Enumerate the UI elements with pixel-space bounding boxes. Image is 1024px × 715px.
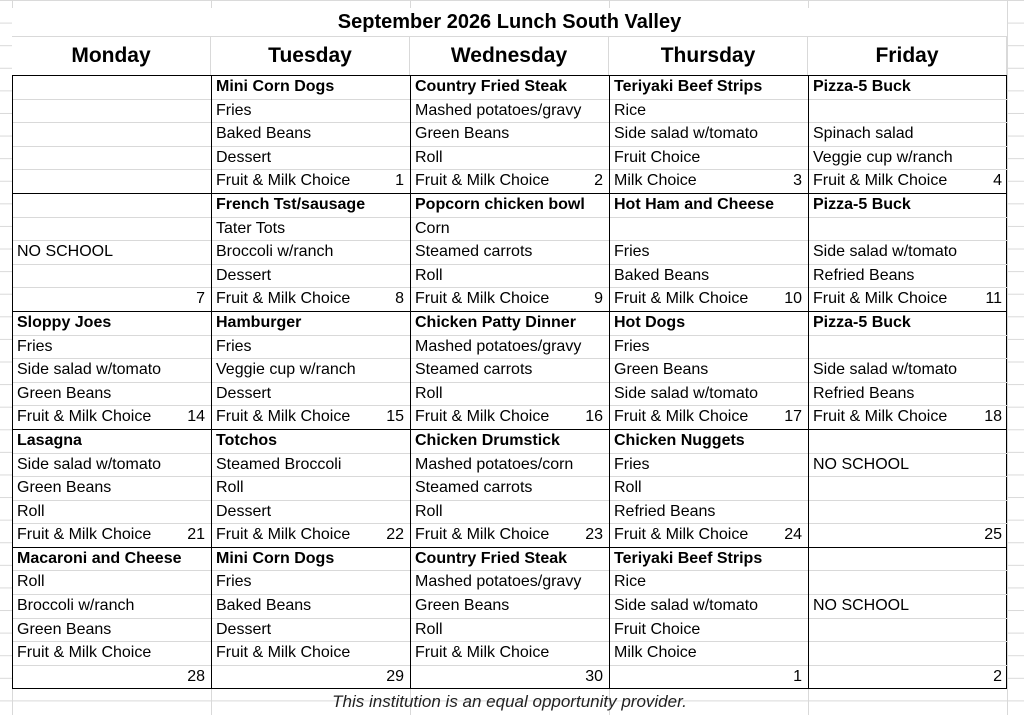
menu-item-text: Fruit & Milk Choice (415, 172, 550, 190)
calendar-grid (12, 75, 1007, 689)
entree-item (809, 194, 1008, 218)
entree-item (809, 76, 1008, 100)
menu-item (610, 619, 808, 643)
entree-item (411, 312, 609, 336)
footer-note: This institution is an equal opportunity provider. (332, 692, 687, 712)
date-number: 8 (395, 290, 404, 308)
menu-item (411, 170, 609, 193)
menu-item (809, 123, 1008, 147)
menu-item-text: Fruit Choice (614, 148, 701, 166)
menu-item (13, 642, 211, 666)
menu-item (212, 147, 410, 171)
menu-item-text: Veggie cup w/ranch (813, 148, 953, 166)
entree-item (13, 430, 211, 454)
menu-item (411, 666, 609, 689)
menu-item (212, 336, 410, 360)
menu-item-text: Pizza-5 Buck (813, 313, 911, 331)
menu-item (212, 642, 410, 666)
menu-item-text: Roll (614, 479, 642, 497)
menu-sheet (12, 8, 1007, 715)
page-title: September 2026 Lunch South Valley (12, 8, 1007, 36)
date-number: 28 (187, 667, 205, 685)
menu-item (13, 147, 211, 171)
menu-item-text: Spinach salad (813, 125, 914, 143)
menu-item-text: Pizza-5 Buck (813, 195, 911, 213)
day-cell[interactable] (809, 430, 1008, 547)
menu-item (13, 76, 211, 100)
menu-item (13, 100, 211, 124)
entree-item (610, 430, 808, 454)
menu-item-text: Fruit & Milk Choice (813, 408, 948, 426)
menu-item-text: Baked Beans (216, 125, 312, 143)
menu-item (13, 170, 211, 193)
date-number: 23 (585, 526, 603, 544)
entree-item (411, 430, 609, 454)
menu-item (610, 241, 808, 265)
menu-item (212, 477, 410, 501)
entree-item (809, 312, 1008, 336)
menu-item-text: Roll (415, 620, 443, 638)
week-row (13, 548, 1006, 689)
day-cell[interactable] (13, 430, 212, 547)
menu-item-text: Fruit & Milk Choice (415, 408, 550, 426)
day-cell[interactable] (411, 430, 610, 547)
menu-item-text: Fruit & Milk Choice (17, 408, 152, 426)
menu-item-text: Steamed Broccoli (216, 455, 342, 473)
menu-item (610, 383, 808, 407)
weekday-header-row (12, 36, 1007, 75)
menu-item-text: Fries (17, 337, 53, 355)
menu-item-text: Fruit & Milk Choice (813, 172, 948, 190)
menu-item-text: Fruit & Milk Choice (17, 644, 152, 662)
date-number: 16 (585, 408, 603, 426)
menu-item-text: Popcorn chicken bowl (415, 195, 585, 213)
menu-item (13, 595, 211, 619)
day-cell[interactable] (610, 548, 809, 689)
menu-item-text: Totchos (216, 431, 278, 449)
menu-item (411, 100, 609, 124)
menu-item-text: Mini Corn Dogs (216, 549, 335, 567)
menu-item-text: Fries (614, 455, 650, 473)
menu-item (809, 100, 1008, 124)
day-header-friday: Friday (808, 37, 1007, 75)
menu-item-text: Chicken Nuggets (614, 431, 745, 449)
menu-item-text: Steamed carrots (415, 479, 533, 497)
menu-item (809, 170, 1008, 193)
menu-item-text: Hamburger (216, 313, 302, 331)
menu-item-text: Tater Tots (216, 219, 286, 237)
menu-item (212, 619, 410, 643)
menu-item (610, 501, 808, 525)
menu-item (809, 666, 1008, 689)
day-cell[interactable] (212, 430, 411, 547)
menu-item-text: Dessert (216, 502, 272, 520)
menu-item (13, 194, 211, 218)
menu-item (809, 501, 1008, 525)
menu-item (411, 359, 609, 383)
menu-item-text: Mashed potatoes/gravy (415, 337, 582, 355)
menu-item (212, 288, 410, 311)
menu-item (13, 454, 211, 478)
menu-item-text: Teriyaki Beef Strips (614, 549, 763, 567)
menu-item (212, 454, 410, 478)
menu-item-text: Fruit & Milk Choice (17, 526, 152, 544)
entree-item (212, 312, 410, 336)
menu-item (13, 501, 211, 525)
menu-item-text: French Tst/sausage (216, 195, 366, 213)
date-number: 15 (386, 408, 404, 426)
menu-item (809, 265, 1008, 289)
day-header-thursday: Thursday (609, 37, 808, 75)
date-number: 25 (984, 526, 1002, 544)
menu-item-text: Green Beans (17, 479, 112, 497)
menu-item (809, 595, 1008, 619)
menu-item (212, 265, 410, 289)
date-number: 1 (395, 172, 404, 190)
menu-item-text: Steamed carrots (415, 243, 533, 261)
entree-item (212, 430, 410, 454)
menu-item (212, 383, 410, 407)
entree-item (411, 76, 609, 100)
menu-item (610, 336, 808, 360)
menu-item (610, 123, 808, 147)
menu-item (411, 595, 609, 619)
menu-item-text: Broccoli w/ranch (17, 597, 135, 615)
menu-item (809, 406, 1008, 429)
menu-item-text: Mini Corn Dogs (216, 78, 335, 95)
menu-item-text: Side salad w/tomato (614, 125, 759, 143)
menu-item-text: Country Fried Steak (415, 549, 568, 567)
menu-item-text: NO SCHOOL (813, 455, 910, 473)
menu-item (411, 265, 609, 289)
menu-item (809, 359, 1008, 383)
menu-item-text: Fruit & Milk Choice (415, 290, 550, 308)
menu-item-text: Milk Choice (614, 644, 697, 662)
menu-item-text: Dessert (216, 620, 272, 638)
week-row (13, 194, 1006, 312)
menu-item-text: Roll (17, 502, 45, 520)
day-cell[interactable] (411, 548, 610, 689)
menu-item-text: Fruit & Milk Choice (415, 644, 550, 662)
menu-item (411, 642, 609, 666)
menu-item (411, 524, 609, 547)
menu-item-text: Fruit & Milk Choice (216, 644, 351, 662)
menu-item-text: Dessert (216, 384, 272, 402)
menu-item-text: NO SCHOOL (17, 243, 114, 261)
menu-item-text: Dessert (216, 148, 272, 166)
menu-item (212, 100, 410, 124)
menu-item (212, 218, 410, 242)
menu-item (13, 406, 211, 429)
day-cell[interactable] (13, 312, 212, 429)
menu-item (809, 524, 1008, 547)
date-number: 3 (793, 172, 802, 190)
menu-item-text: Baked Beans (216, 597, 312, 615)
menu-item (809, 571, 1008, 595)
menu-item-text: Dessert (216, 266, 272, 284)
menu-item-text: Fruit Choice (614, 620, 701, 638)
entree-item (212, 194, 410, 218)
entree-item (610, 194, 808, 218)
menu-item (13, 571, 211, 595)
entree-item (13, 312, 211, 336)
menu-item (809, 619, 1008, 643)
menu-item (610, 147, 808, 171)
entree-item (610, 76, 808, 100)
menu-item (610, 359, 808, 383)
menu-item (13, 123, 211, 147)
menu-item (212, 241, 410, 265)
week-row (13, 430, 1006, 548)
menu-item-text: Steamed carrots (415, 361, 533, 379)
menu-item-text: Side salad w/tomato (614, 384, 759, 402)
date-number: 30 (585, 667, 603, 685)
entree-item (610, 312, 808, 336)
menu-item (411, 383, 609, 407)
menu-item-text: Fruit & Milk Choice (216, 526, 351, 544)
menu-item-text: Side salad w/tomato (17, 455, 162, 473)
menu-item (13, 383, 211, 407)
menu-item (411, 501, 609, 525)
menu-item-text: Roll (216, 479, 244, 497)
menu-item (13, 288, 211, 311)
day-cell[interactable] (411, 194, 610, 311)
entree-item (610, 548, 808, 572)
menu-item-text: Fries (216, 101, 252, 119)
menu-item (610, 100, 808, 124)
menu-item-text: Mashed potatoes/gravy (415, 573, 582, 591)
menu-item-text: Rice (614, 573, 647, 591)
menu-item (610, 170, 808, 193)
menu-item (13, 666, 211, 689)
date-number: 29 (386, 667, 404, 685)
menu-item-text: Fries (216, 337, 252, 355)
menu-item (610, 666, 808, 689)
menu-item (411, 571, 609, 595)
menu-item-text: Fruit & Milk Choice (813, 290, 948, 308)
date-number: 22 (386, 526, 404, 544)
menu-item (212, 359, 410, 383)
day-cell[interactable] (610, 430, 809, 547)
menu-item-text: Sloppy Joes (17, 313, 112, 331)
menu-item (411, 454, 609, 478)
menu-item (13, 336, 211, 360)
date-number (205, 170, 207, 193)
menu-item (212, 170, 410, 193)
menu-item-text: Green Beans (415, 125, 510, 143)
menu-item-text: Lasagna (17, 431, 82, 449)
menu-item-text: Macaroni and Cheese (17, 549, 182, 567)
menu-item (809, 430, 1008, 454)
date-number: 4 (993, 172, 1002, 190)
date-number: 7 (196, 290, 205, 308)
menu-item (411, 147, 609, 171)
entree-item (212, 548, 410, 572)
menu-item-text: Side salad w/tomato (17, 361, 162, 379)
menu-item (610, 265, 808, 289)
menu-item-text: Roll (17, 573, 45, 591)
menu-item (13, 218, 211, 242)
day-cell[interactable] (212, 548, 411, 689)
menu-item-text: Roll (415, 502, 443, 520)
menu-item-text: Side salad w/tomato (813, 361, 958, 379)
menu-item-text: Fruit & Milk Choice (614, 526, 749, 544)
menu-item (13, 359, 211, 383)
day-cell[interactable] (610, 194, 809, 311)
menu-item-text: Green Beans (17, 384, 112, 402)
day-header-tuesday: Tuesday (211, 37, 410, 75)
day-cell[interactable] (13, 194, 212, 311)
day-cell[interactable] (13, 76, 212, 193)
day-cell[interactable] (411, 76, 610, 193)
menu-item (610, 218, 808, 242)
menu-item (809, 642, 1008, 666)
menu-item (411, 123, 609, 147)
menu-item (809, 548, 1008, 572)
day-cell[interactable] (809, 194, 1008, 311)
menu-item (411, 619, 609, 643)
menu-item (411, 406, 609, 429)
menu-item-text: NO SCHOOL (813, 597, 910, 615)
menu-item (13, 619, 211, 643)
menu-item-text: Fries (614, 337, 650, 355)
day-cell[interactable] (212, 194, 411, 311)
menu-item-text: Fruit & Milk Choice (614, 408, 749, 426)
menu-item-text: Fruit & Milk Choice (415, 526, 550, 544)
menu-item-text: Refried Beans (614, 502, 716, 520)
menu-item (809, 383, 1008, 407)
menu-item (411, 241, 609, 265)
menu-item (610, 406, 808, 429)
entree-item (411, 194, 609, 218)
menu-item-text: Country Fried Steak (415, 78, 568, 95)
menu-item-text: Roll (415, 384, 443, 402)
date-number: 24 (784, 526, 802, 544)
menu-item (809, 218, 1008, 242)
day-cell[interactable] (212, 76, 411, 193)
menu-item-text: Refried Beans (813, 384, 915, 402)
entree-item (13, 548, 211, 572)
menu-item (411, 218, 609, 242)
date-number: 2 (993, 667, 1002, 685)
menu-item (212, 666, 410, 689)
day-cell[interactable] (212, 312, 411, 429)
menu-item-text: Corn (415, 219, 450, 237)
menu-item-text: Milk Choice (614, 172, 697, 190)
menu-item (13, 265, 211, 289)
menu-item (809, 477, 1008, 501)
menu-item-text: Fruit & Milk Choice (216, 408, 351, 426)
menu-item (411, 477, 609, 501)
menu-item (610, 642, 808, 666)
menu-item-text: Fruit & Milk Choice (614, 290, 749, 308)
menu-item-text: Side salad w/tomato (813, 243, 958, 261)
date-number: 14 (187, 408, 205, 426)
menu-item (13, 477, 211, 501)
day-cell[interactable] (809, 312, 1008, 429)
day-cell[interactable] (610, 312, 809, 429)
menu-item-text: Fruit & Milk Choice (216, 290, 351, 308)
menu-item-text: Teriyaki Beef Strips (614, 78, 763, 95)
menu-item-text: Mashed potatoes/gravy (415, 101, 582, 119)
menu-item-text: Fruit & Milk Choice (216, 172, 351, 190)
entree-item (411, 548, 609, 572)
menu-item-text: Side salad w/tomato (614, 597, 759, 615)
menu-item-text: Green Beans (415, 597, 510, 615)
menu-item-text: Roll (415, 148, 443, 166)
date-number: 18 (984, 408, 1002, 426)
date-number: 21 (187, 526, 205, 544)
day-header-wednesday: Wednesday (410, 37, 609, 75)
menu-item-text: Refried Beans (813, 266, 915, 284)
date-number: 2 (594, 172, 603, 190)
menu-item (212, 406, 410, 429)
date-number: 1 (793, 667, 802, 685)
menu-item-text: Green Beans (614, 361, 709, 379)
menu-item-text: Chicken Drumstick (415, 431, 560, 449)
menu-item-text: Baked Beans (614, 266, 710, 284)
menu-item-text: Hot Dogs (614, 313, 686, 331)
week-row (13, 76, 1006, 194)
menu-item-text: Fries (614, 243, 650, 261)
menu-item (809, 336, 1008, 360)
day-cell[interactable] (13, 548, 212, 689)
menu-item-text: Rice (614, 101, 647, 119)
menu-item (809, 241, 1008, 265)
menu-item-text: Veggie cup w/ranch (216, 361, 356, 379)
menu-item-text: Green Beans (17, 620, 112, 638)
week-row (13, 312, 1006, 430)
day-cell[interactable] (809, 548, 1008, 689)
menu-item-text: Pizza-5 Buck (813, 78, 911, 95)
entree-item (212, 76, 410, 100)
menu-item (411, 336, 609, 360)
menu-item (411, 288, 609, 311)
menu-item (610, 595, 808, 619)
menu-item-text: Fries (216, 573, 252, 591)
menu-item-text: Roll (415, 266, 443, 284)
menu-item-text: Mashed potatoes/corn (415, 455, 574, 473)
menu-item (809, 147, 1008, 171)
menu-item (212, 123, 410, 147)
menu-item (13, 241, 211, 265)
menu-item-text: Chicken Patty Dinner (415, 313, 576, 331)
day-header-monday: Monday (12, 37, 211, 75)
day-cell[interactable] (809, 76, 1008, 193)
menu-item-text: Broccoli w/ranch (216, 243, 334, 261)
date-number: 10 (784, 290, 802, 308)
menu-item (610, 288, 808, 311)
menu-item (13, 524, 211, 547)
menu-item (212, 524, 410, 547)
menu-item (610, 454, 808, 478)
menu-item (610, 524, 808, 547)
menu-item (809, 454, 1008, 478)
day-cell[interactable] (610, 76, 809, 193)
day-cell[interactable] (411, 312, 610, 429)
menu-item (212, 571, 410, 595)
date-number: 17 (784, 408, 802, 426)
menu-item (212, 501, 410, 525)
menu-item (212, 595, 410, 619)
menu-item-text: Hot Ham and Cheese (614, 195, 775, 213)
menu-item (610, 477, 808, 501)
date-number: 11 (985, 290, 1002, 308)
date-number: 9 (594, 290, 603, 308)
menu-item (610, 571, 808, 595)
menu-item (809, 288, 1008, 311)
